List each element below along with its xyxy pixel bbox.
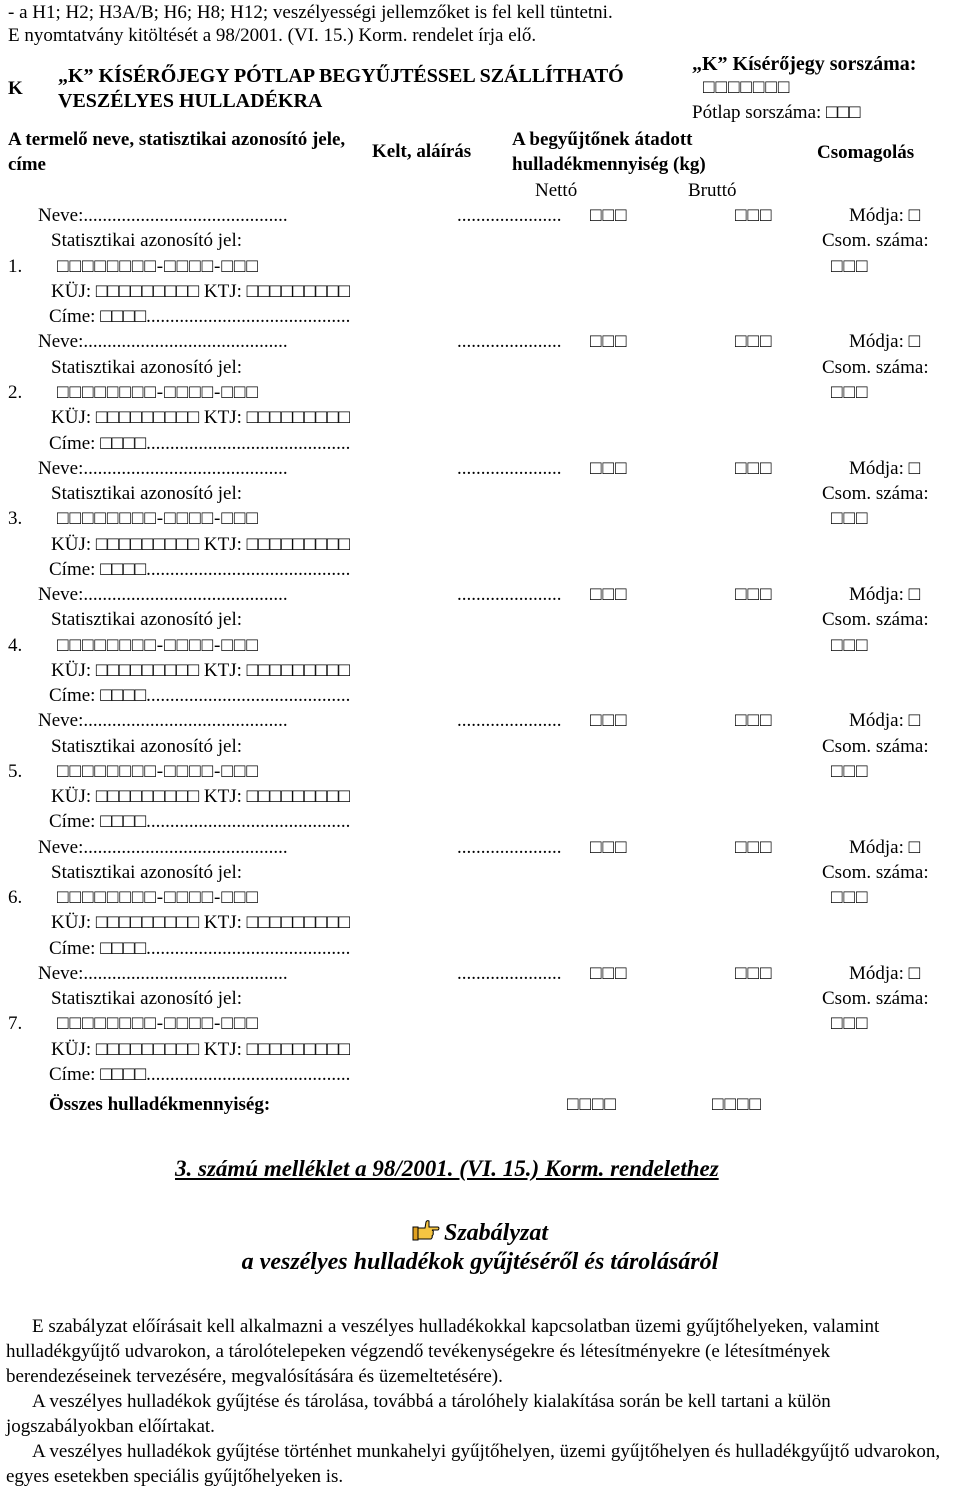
entry-stat-label: Statisztikai azonosító jel: — [51, 482, 243, 504]
column-header-begyujto-line-1: A begyűjtőnek átadott — [512, 129, 693, 150]
total-label: Összes hulladékmennyiség: — [49, 1094, 271, 1115]
intro-line-2: E nyomtatvány kitöltését a 98/2001. (VI. 15.) Korm. rendelet írja elő. — [8, 25, 537, 46]
entry-csom-boxes: □□□ — [831, 634, 869, 656]
entry-stat-boxes: □□□□□□□□-□□□□-□□□ — [57, 255, 259, 277]
entry-netto-boxes: □□□ — [590, 962, 628, 984]
entry-stat-boxes: □□□□□□□□-□□□□-□□□ — [57, 381, 259, 403]
entry-number: 7. — [8, 1013, 23, 1035]
entry-kelt: ...................... — [457, 836, 562, 858]
total-brutto-boxes: □□□□ — [712, 1094, 762, 1115]
entry-stat-boxes: □□□□□□□□-□□□□-□□□ — [57, 887, 259, 909]
entry-brutto-boxes: □□□ — [735, 583, 773, 605]
entry-number: 3. — [8, 508, 23, 530]
form-title-line-2: VESZÉLYES HULLADÉKRA — [58, 90, 323, 112]
entry-csom-boxes: □□□ — [831, 887, 869, 909]
column-header-netto: Nettó — [535, 180, 578, 201]
entry-cime: Címe: □□□□........................................... — [49, 306, 351, 328]
entry-neve: Neve:........................................... — [38, 710, 288, 732]
entry-cime: Címe: □□□□........................................... — [49, 937, 351, 959]
potlap-number: Pótlap sorszáma: □□□ — [692, 102, 861, 123]
entry-csom-label: Csom. száma: — [822, 482, 929, 504]
entry-kelt: ...................... — [457, 205, 562, 226]
entry-brutto-boxes: □□□ — [735, 331, 773, 353]
entry-kelt: ...................... — [457, 962, 562, 984]
pointing-hand-icon — [412, 1218, 440, 1242]
entry-kuj-ktj: KÜJ: □□□□□□□□□ KTJ: □□□□□□□□□ — [51, 407, 350, 429]
entry-netto-boxes: □□□ — [590, 331, 628, 353]
entry-cime: Címe: □□□□........................................... — [49, 1064, 351, 1085]
entry-modja: Módja: □ — [849, 836, 921, 858]
entry-stat-boxes: □□□□□□□□-□□□□-□□□ — [57, 1013, 259, 1035]
entry-csom-label: Csom. száma: — [822, 230, 929, 252]
entry-brutto-boxes: □□□ — [735, 205, 773, 226]
entry-csom-boxes: □□□ — [831, 381, 869, 403]
entry-kuj-ktj: KÜJ: □□□□□□□□□ KTJ: □□□□□□□□□ — [51, 659, 350, 681]
entry-netto-boxes: □□□ — [590, 836, 628, 858]
rules-title-line-1 — [0, 1218, 960, 1248]
entry-netto-boxes: □□□ — [590, 457, 628, 479]
entry-modja: Módja: □ — [849, 710, 921, 732]
entry-number: 5. — [8, 760, 23, 782]
entry-modja: Módja: □ — [849, 205, 921, 226]
entry-number: 1. — [8, 255, 23, 277]
entry-kelt: ...................... — [457, 583, 562, 605]
entry-netto-boxes: □□□ — [590, 583, 628, 605]
entry-stat-label: Statisztikai azonosító jel: — [51, 735, 243, 757]
entry-kuj-ktj: KÜJ: □□□□□□□□□ KTJ: □□□□□□□□□ — [51, 1038, 350, 1060]
entry-csom-boxes: □□□ — [831, 508, 869, 530]
entry-modja: Módja: □ — [849, 583, 921, 605]
entry-stat-boxes: □□□□□□□□-□□□□-□□□ — [57, 634, 259, 656]
entry-neve: Neve:........................................... — [38, 205, 288, 226]
entry-modja: Módja: □ — [849, 331, 921, 353]
rules-paragraph-3: A veszélyes hulladékok gyűjtése történhet munkahelyi gyűjtőhelyen, üzemi gyűjtőhelyen és hulladékgyűjtő udvarokon, egyes esetekben speciális gyűjtőhelyeken is. — [6, 1441, 941, 1487]
entry-modja: Módja: □ — [849, 457, 921, 479]
entry-kuj-ktj: KÜJ: □□□□□□□□□ KTJ: □□□□□□□□□ — [51, 533, 350, 555]
form-title-line-1: „K” KÍSÉRŐJEGY PÓTLAP BEGYŰJTÉSSEL SZÁLLÍTHATÓ — [58, 65, 624, 87]
entry-number: 2. — [8, 381, 23, 403]
column-header-csomagolas: Csomagolás — [817, 142, 915, 163]
rules-title-text-1: Szabályzat — [443, 1220, 548, 1246]
entry-stat-boxes: □□□□□□□□-□□□□-□□□ — [57, 508, 259, 530]
entry-kelt: ...................... — [457, 331, 562, 353]
total-netto-boxes: □□□□ — [567, 1094, 617, 1115]
entry-netto-boxes: □□□ — [590, 205, 628, 226]
intro-line-1: - a H1; H2; H3A/B; H6; H8; H12; veszélyességi jellemzőket is fel kell tüntetni. — [8, 2, 613, 23]
entry-csom-label: Csom. száma: — [822, 988, 929, 1010]
entry-neve: Neve:........................................... — [38, 331, 288, 353]
entry-number: 6. — [8, 887, 23, 909]
column-header-termelo: A termelő neve, statisztikai azonosító jele, címe — [8, 129, 346, 175]
entry-stat-label: Statisztikai azonosító jel: — [51, 230, 243, 252]
entry-cime: Címe: □□□□........................................... — [49, 558, 351, 580]
entry-neve: Neve:........................................... — [38, 962, 288, 984]
entry-stat-label: Statisztikai azonosító jel: — [51, 988, 243, 1010]
entry-kuj-ktj: KÜJ: □□□□□□□□□ KTJ: □□□□□□□□□ — [51, 912, 350, 934]
entry-csom-label: Csom. száma: — [822, 735, 929, 757]
entry-stat-label: Statisztikai azonosító jel: — [51, 609, 243, 631]
entry-kuj-ktj: KÜJ: □□□□□□□□□ KTJ: □□□□□□□□□ — [51, 280, 350, 302]
entry-stat-boxes: □□□□□□□□-□□□□-□□□ — [57, 760, 259, 782]
entry-netto-boxes: □□□ — [590, 710, 628, 732]
entry-csom-label: Csom. száma: — [822, 861, 929, 883]
entry-neve: Neve:........................................... — [38, 457, 288, 479]
entry-neve: Neve:........................................... — [38, 583, 288, 605]
entry-csom-boxes: □□□ — [831, 1013, 869, 1035]
entry-modja: Módja: □ — [849, 962, 921, 984]
annex-title: 3. számú melléklet a 98/2001. (VI. 15.) Korm. rendelethez — [175, 1156, 719, 1181]
column-header-kelt: Kelt, aláírás — [372, 141, 472, 162]
column-header-begyujto — [512, 128, 706, 177]
form-k-letter: K — [8, 78, 23, 99]
entry-brutto-boxes: □□□ — [735, 710, 773, 732]
entry-csom-boxes: □□□ — [831, 760, 869, 782]
entry-kelt: ...................... — [457, 457, 562, 479]
entry-kuj-ktj: KÜJ: □□□□□□□□□ KTJ: □□□□□□□□□ — [51, 786, 350, 808]
kiserojegy-number-boxes: □□□□□□□ — [703, 77, 791, 98]
column-header-begyujto-line-2: hulladékmennyiség (kg) — [512, 153, 706, 175]
entry-csom-label: Csom. száma: — [822, 356, 929, 378]
entry-brutto-boxes: □□□ — [735, 962, 773, 984]
entry-csom-boxes: □□□ — [831, 255, 869, 277]
entry-stat-label: Statisztikai azonosító jel: — [51, 861, 243, 883]
entry-number: 4. — [8, 634, 23, 656]
entry-neve: Neve:........................................... — [38, 836, 288, 858]
entry-kelt: ...................... — [457, 710, 562, 732]
rules-paragraph-2: A veszélyes hulladékok gyűjtése és tárolása, továbbá a tárolóhely kialakítása során be kell tartani a külön jogszabályokban előírtakat. — [6, 1391, 831, 1437]
entry-brutto-boxes: □□□ — [735, 836, 773, 858]
entry-brutto-boxes: □□□ — [735, 457, 773, 479]
entry-csom-label: Csom. száma: — [822, 609, 929, 631]
column-header-brutto: Bruttó — [688, 180, 737, 201]
entry-cime: Címe: □□□□........................................... — [49, 432, 351, 454]
form-title — [58, 64, 624, 114]
entry-cime: Címe: □□□□........................................... — [49, 685, 351, 707]
rules-paragraph-1: E szabályzat előírásait kell alkalmazni a veszélyes hulladékokkal kapcsolatban üzemi gyűjtőhelyeken, valamint hulladékgyűjtő udvarokon, a tárolótelepeken végzendő tevékenységekre és létesítményekre (e létesítmények berendezéseinek tervezésére, megvalósítására és üzemeltetésére). — [6, 1316, 880, 1387]
entry-cime: Címe: □□□□........................................... — [49, 811, 351, 833]
kiserojegy-label: „K” Kísérőjegy sorszáma: — [692, 53, 917, 75]
entry-stat-label: Statisztikai azonosító jel: — [51, 356, 243, 378]
rules-title-line-2: a veszélyes hulladékok gyűjtéséről és tárolásáról — [241, 1249, 719, 1275]
